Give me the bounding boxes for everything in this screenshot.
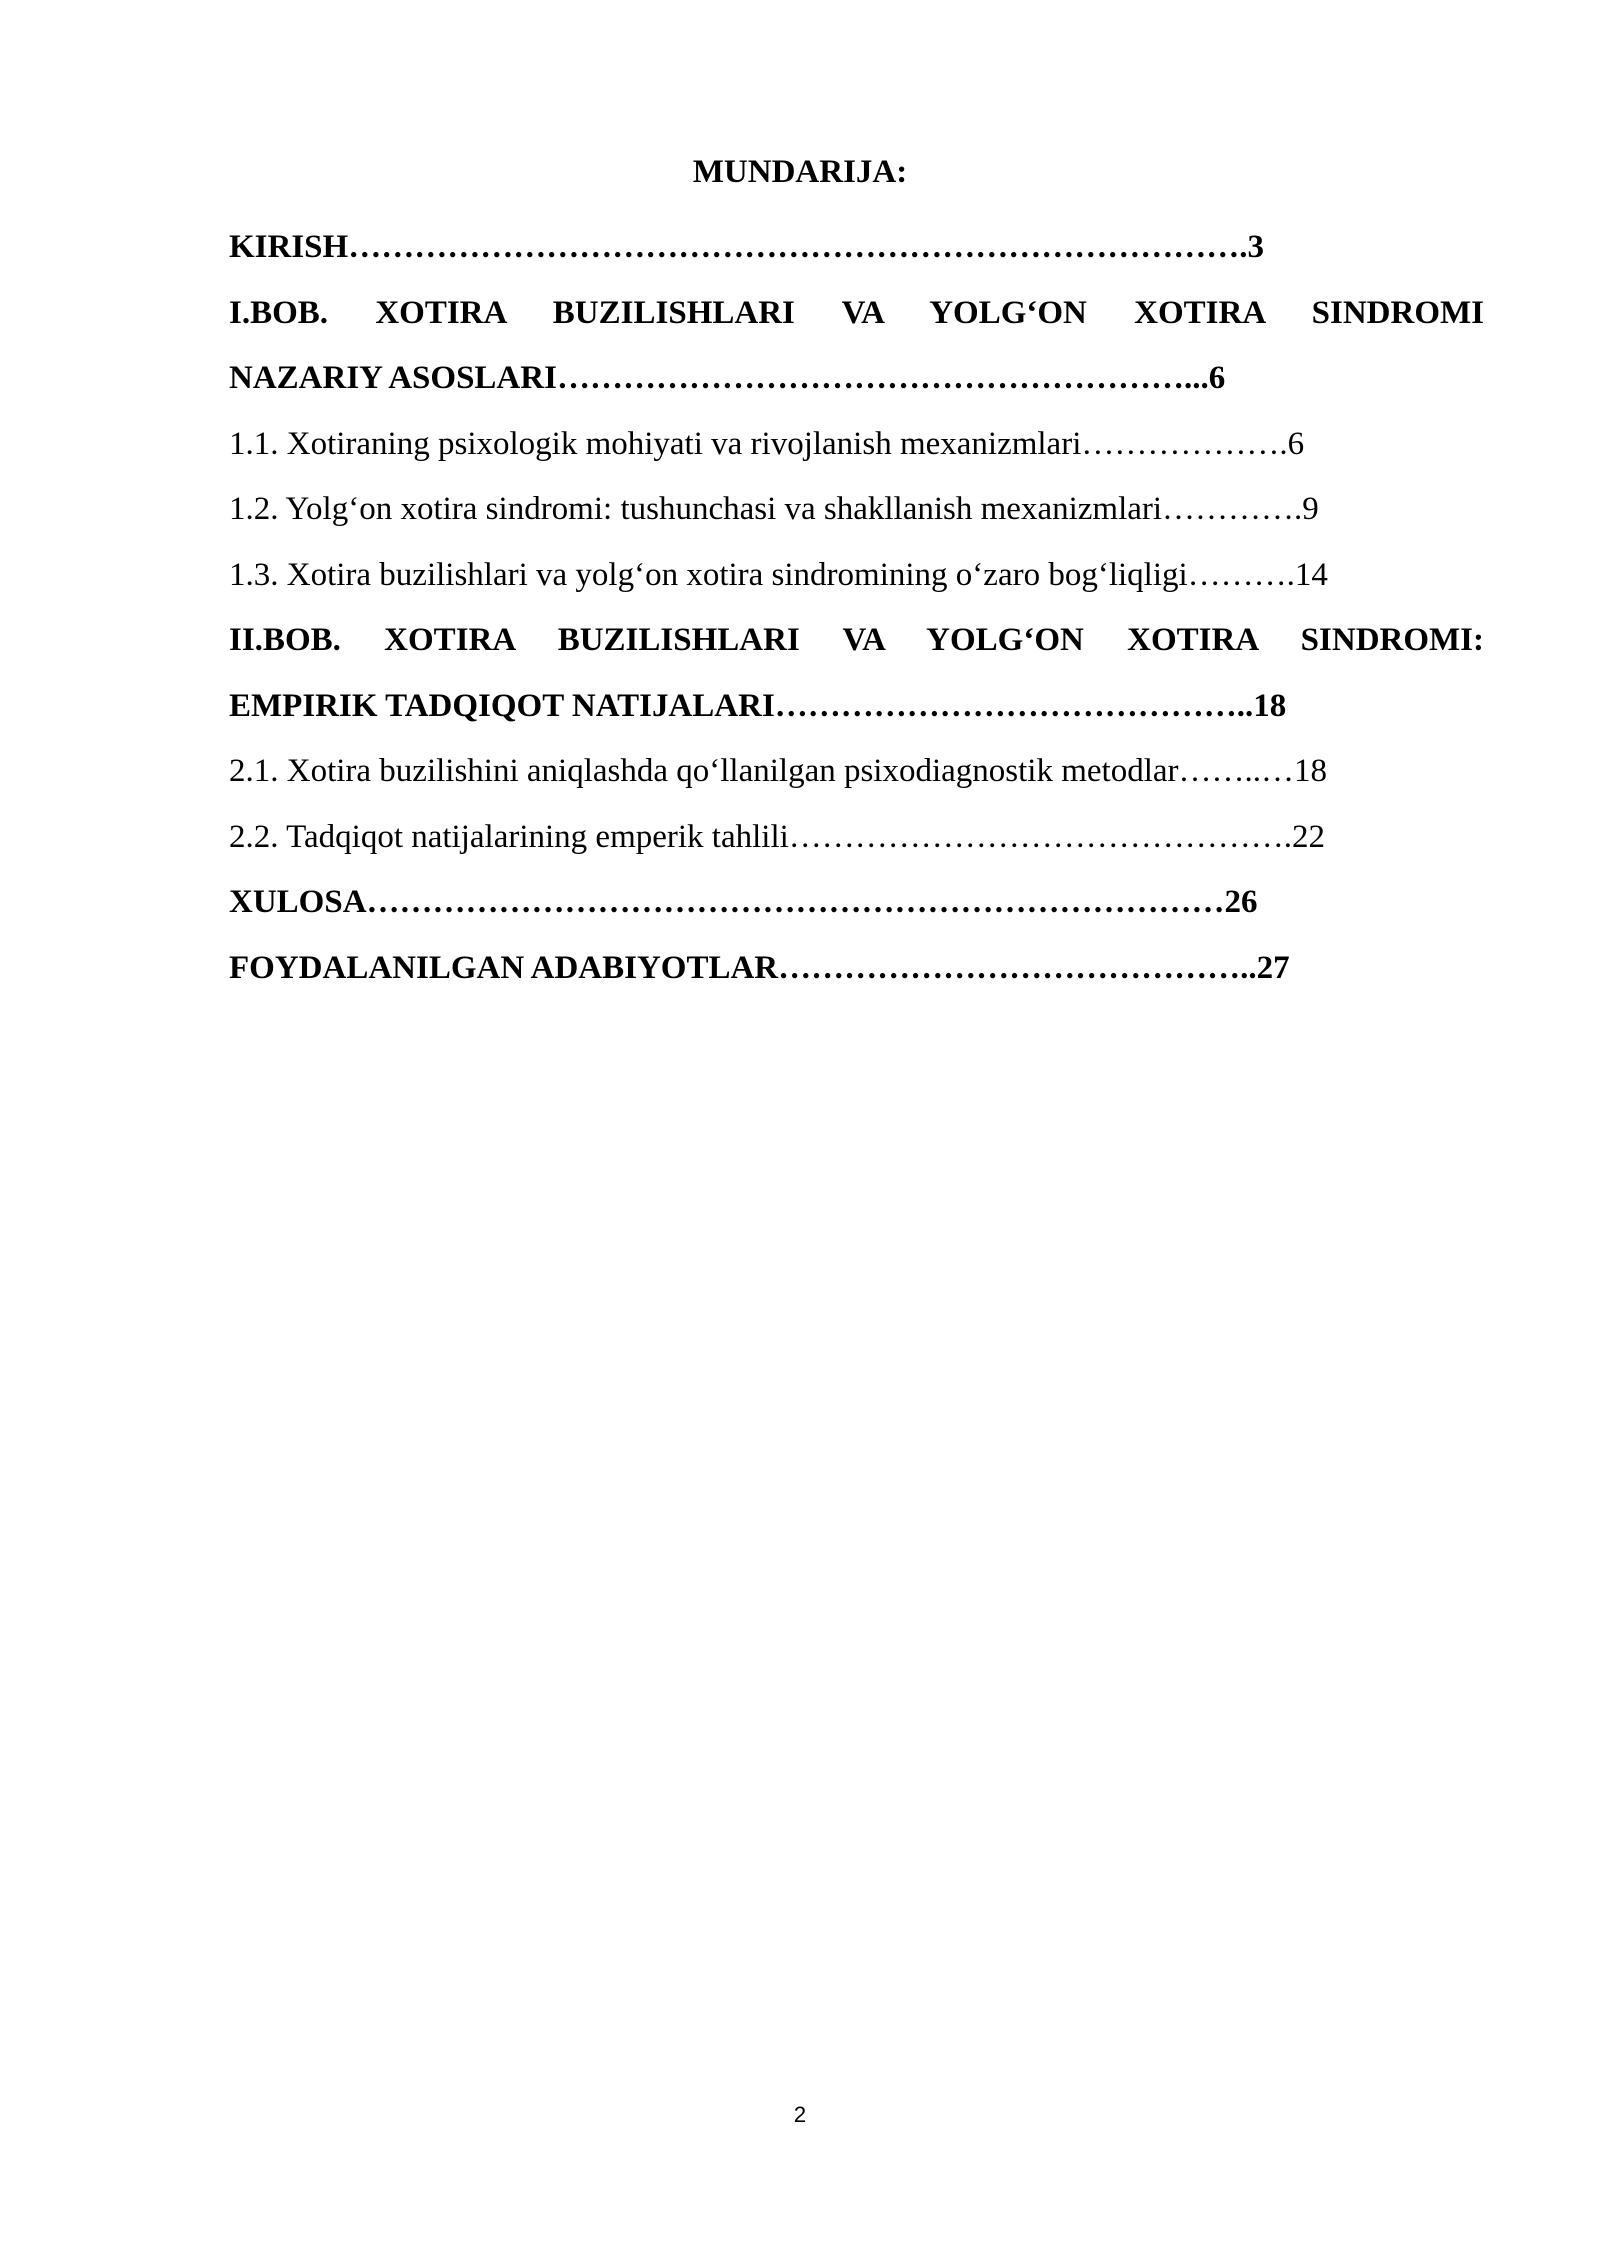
toc-entry-kirish[interactable]: KIRISH……………………………………………………………………….3 (229, 229, 1264, 265)
toc-entry-xulosa[interactable]: XULOSA……………………………………………………………………26 (229, 884, 1258, 920)
toc-entry-section-2-1[interactable]: 2.1. Xotira buzilishini aniqlashda qo‘llanilgan psixodiagnostik metodlar……..…18 (229, 753, 1328, 789)
toc-entry-section-1-1[interactable]: 1.1. Xotiraning psixologik mohiyati va rivojlanish mexanizmlari……………….6 (229, 425, 1305, 462)
toc-entry-adabiyotlar[interactable]: FOYDALANILGAN ADABIYOTLAR……………………………………..27 (229, 949, 1290, 986)
toc-title: MUNDARIJA: (692, 154, 908, 190)
toc-entry-section-1-3[interactable]: 1.3. Xotira buzilishlari va yolg‘on xotira sindromining o‘zaro bog‘liqligi……….14 (229, 556, 1328, 593)
toc-entry-section-2-2[interactable]: 2.2. Tadqiqot natijalarining emperik tahlili……………………………………….22 (229, 818, 1326, 855)
toc-entry-chapter-2-subtitle[interactable]: EMPIRIK TADQIQOT NATIJALARI……………………………………..18 (229, 687, 1287, 724)
toc-entry-chapter-1-title[interactable]: I.BOB. XOTIRA BUZILISHLARI VA YOLG‘ON XOTIRA SINDROMI (229, 294, 1484, 331)
table-of-contents (229, 215, 1484, 1001)
page-number: 2 (793, 2102, 807, 2127)
toc-entry-chapter-1-subtitle[interactable]: NAZARIY ASOSLARI…………………………………………………...6 (229, 360, 1226, 396)
toc-entry-section-1-2[interactable]: 1.2. Yolg‘on xotira sindromi: tushunchasi va shakllanish mexanizmlari………….9 (229, 491, 1319, 527)
toc-entry-chapter-2-title[interactable]: II.BOB. XOTIRA BUZILISHLARI VA YOLG‘ON XOTIRA SINDROMI: (229, 622, 1484, 658)
